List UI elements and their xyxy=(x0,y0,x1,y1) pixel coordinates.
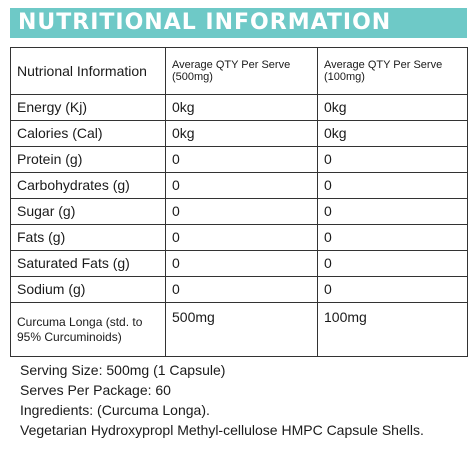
row-value-100mg: 0kg xyxy=(318,121,468,147)
row-label: Carbohydrates (g) xyxy=(11,173,166,199)
table-row xyxy=(11,95,468,121)
row-label: Protein (g) xyxy=(11,147,166,173)
row-value-100mg: 0 xyxy=(318,251,468,277)
nutrition-table xyxy=(10,47,468,357)
row-label: Calories (Cal) xyxy=(11,121,166,147)
row-label: Saturated Fats (g) xyxy=(11,251,166,277)
table-row xyxy=(11,251,468,277)
row-label: Sugar (g) xyxy=(11,199,166,225)
row-value-500mg: 0kg xyxy=(166,121,318,147)
row-value-500mg: 0 xyxy=(166,225,318,251)
table-row xyxy=(11,303,468,357)
serves-per-package-text: Serves Per Package: 60 xyxy=(20,382,171,398)
row-value-500mg: 500mg xyxy=(166,303,318,357)
row-value-500mg: 0kg xyxy=(166,95,318,121)
row-label: Curcuma Longa (std. to 95% Curcuminoids) xyxy=(11,303,166,357)
row-value-500mg: 0 xyxy=(166,147,318,173)
row-value-100mg: 100mg xyxy=(318,303,468,357)
title-banner xyxy=(10,8,467,38)
serving-size-text: Serving Size: 500mg (1 Capsule) xyxy=(20,362,226,378)
row-value-100mg: 0 xyxy=(318,147,468,173)
capsule-shells-text: Vegetarian Hydroxypropl Methyl-cellulose HMPC Capsule Shells. xyxy=(20,422,424,438)
header-label: Nutrional Information xyxy=(11,48,166,95)
header-col-500mg: Average QTY Per Serve (500mg) xyxy=(166,48,318,95)
row-value-100mg: 0 xyxy=(318,199,468,225)
product-details xyxy=(20,360,470,440)
table-row xyxy=(11,225,468,251)
row-label: Fats (g) xyxy=(11,225,166,251)
row-label: Sodium (g) xyxy=(11,277,166,303)
row-value-500mg: 0 xyxy=(166,251,318,277)
row-value-500mg: 0 xyxy=(166,173,318,199)
ingredients-text: Ingredients: (Curcuma Longa). xyxy=(20,402,210,418)
page-title: NUTRITIONAL INFORMATION xyxy=(18,10,392,35)
table-row xyxy=(11,147,468,173)
header-col-100mg: Average QTY Per Serve (100mg) xyxy=(318,48,468,95)
table-row xyxy=(11,173,468,199)
row-value-100mg: 0kg xyxy=(318,95,468,121)
row-label: Energy (Kj) xyxy=(11,95,166,121)
row-value-100mg: 0 xyxy=(318,225,468,251)
row-value-100mg: 0 xyxy=(318,173,468,199)
table-header-row xyxy=(11,48,468,95)
table-row xyxy=(11,199,468,225)
row-value-100mg: 0 xyxy=(318,277,468,303)
row-value-500mg: 0 xyxy=(166,199,318,225)
table-row xyxy=(11,277,468,303)
row-value-500mg: 0 xyxy=(166,277,318,303)
table-row xyxy=(11,121,468,147)
